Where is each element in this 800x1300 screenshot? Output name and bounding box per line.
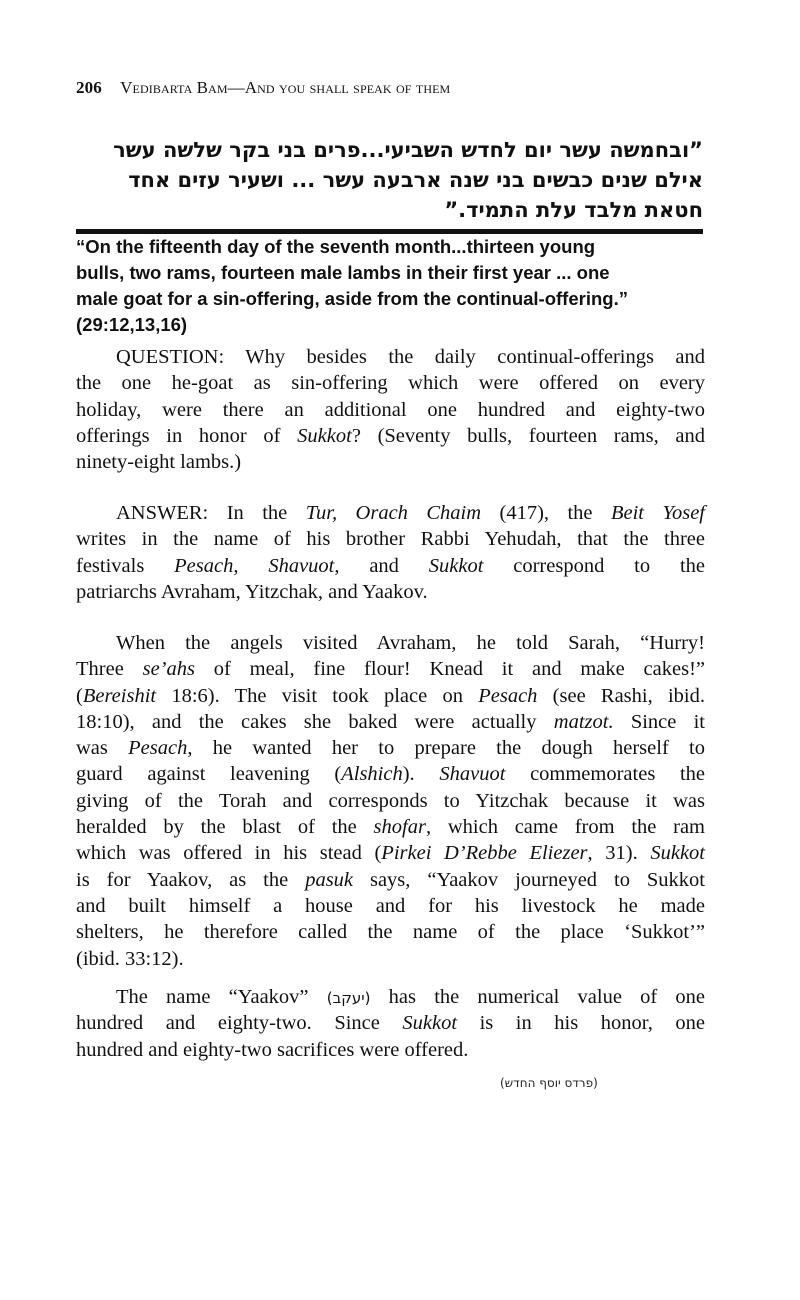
text-line: shelters, he therefore called the name of the place ‘Sukkot’” xyxy=(76,921,705,944)
text-line: QUESTION: Why besides the daily continual-offerings and xyxy=(116,346,705,368)
text-line: is for Yaakov, as the pasuk says, “Yaakov journeyed to Sukkot xyxy=(76,868,705,891)
text-line: which was offered in his stead (Pirkei D’Rebbe Eliezer, 31). Sukkot xyxy=(76,842,706,865)
verse-reference: (29:12,13,16) xyxy=(76,314,188,335)
text-line: (Bereishit 18:6). The visit took place on Pesach (see Rashi, ibid. xyxy=(76,684,705,707)
text-line: When the angels visited Avraham, he told Sarah, “Hurry! xyxy=(116,632,705,654)
text-line: guard against leavening (Alshich). Shavuot commemorates the xyxy=(76,763,706,786)
hebrew-inline-word: (יעקב) xyxy=(326,989,371,1007)
text-line: Three se’ahs of meal, fine flour! Knead it and make cakes!” xyxy=(76,658,705,681)
angels-paragraph xyxy=(76,630,705,972)
text-line: giving of the Torah and corresponds to Yitzchak because it was xyxy=(76,789,705,812)
text-line: The name “Yaakov” (יעקב) has the numerical value of one xyxy=(116,986,705,1008)
text-line: writes in the name of his brother Rabbi Yehudah, that the three xyxy=(76,528,705,551)
text-line: heralded by the blast of the shofar, which came from the ram xyxy=(76,816,706,839)
text-line: hundred and eighty-two. Since Sukkot is in his honor, one xyxy=(76,1012,705,1035)
hebrew-line: אילם שנים כבשים בני שנה ארבעה עשר ... ושעיר עזים אחד xyxy=(128,168,703,192)
english-quote-line: male goat for a sin-offering, aside from the continual-offering.” xyxy=(76,288,628,309)
text-line: holiday, were there an additional one hundred and eighty-two xyxy=(76,398,705,421)
page-number: 206 xyxy=(76,78,102,97)
text-line: ANSWER: In the Tur, Orach Chaim (417), the Beit Yosef xyxy=(116,502,705,524)
text-line: festivals Pesach, Shavuot, and Sukkot correspond to the xyxy=(76,554,705,577)
hebrew-line: חטאת מלבד עלת התמיד.” xyxy=(444,198,703,222)
text-line: (ibid. 33:12). xyxy=(76,947,184,970)
hebrew-line: ”ובחמשה עשר יום לחדש השביעי...פרים בני בקר שלשה עשר xyxy=(113,138,703,162)
text-line: patriarchs Avraham, Yitzchak, and Yaakov. xyxy=(76,580,428,603)
running-head-title: Vedibarta Bam—And you shall speak of them xyxy=(120,78,451,97)
text-line: offerings in honor of Sukkot? (Seventy bulls, fourteen rams, and xyxy=(76,424,705,447)
english-quote-line: “On the fifteenth day of the seventh month...thirteen young xyxy=(76,236,596,257)
text-line: was Pesach, he wanted her to prepare the dough herself to xyxy=(76,737,705,760)
question-paragraph xyxy=(76,344,705,475)
text-line: and built himself a house and for his livestock he made xyxy=(76,894,705,917)
english-quote-line: bulls, two rams, fourteen male lambs in their first year ... one xyxy=(76,262,610,283)
text-line: ninety-eight lambs.) xyxy=(76,451,242,474)
source-citation: (פרדס יוסף החדש) xyxy=(500,1076,598,1090)
text-line: the one he-goat as sin-offering which were offered on every xyxy=(76,372,705,395)
text-line: hundred and eighty-two sacrifices were offered. xyxy=(76,1038,469,1061)
running-head xyxy=(76,78,716,98)
english-verse-quote xyxy=(76,234,716,338)
hebrew-verse-quote xyxy=(76,135,703,225)
text-line: 18:10), and the cakes she baked were actually matzot. Since it xyxy=(76,710,706,733)
yaakov-paragraph xyxy=(76,984,705,1063)
answer-paragraph xyxy=(76,500,705,605)
